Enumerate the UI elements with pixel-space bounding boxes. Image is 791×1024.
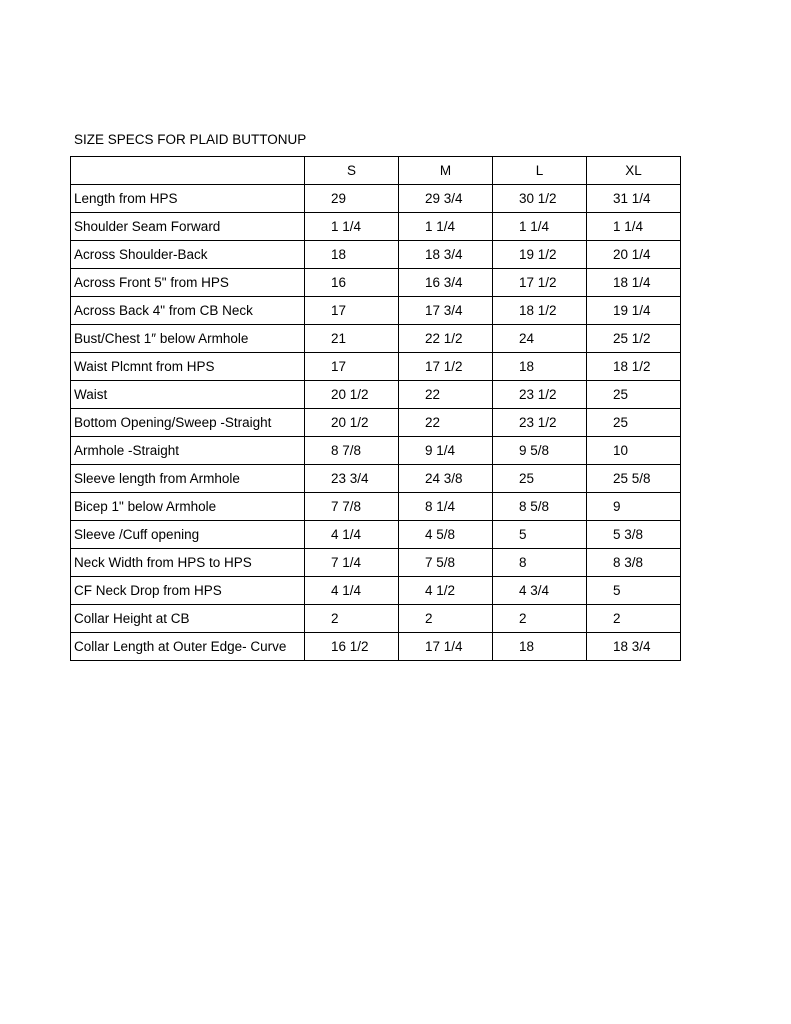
table-row <box>71 297 681 325</box>
value-cell-s: 8 7/8 <box>305 437 399 465</box>
measurement-label: CF Neck Drop from HPS <box>71 577 305 605</box>
value-cell-xl: 1 1/4 <box>587 213 681 241</box>
size-spec-table <box>70 156 681 661</box>
table-row <box>71 633 681 661</box>
value-cell-xl: 8 3/8 <box>587 549 681 577</box>
value-cell-l: 8 5/8 <box>493 493 587 521</box>
measurement-label: Across Back 4" from CB Neck <box>71 297 305 325</box>
value-cell-s: 18 <box>305 241 399 269</box>
value-cell-m: 17 1/4 <box>399 633 493 661</box>
value-cell-s: 20 1/2 <box>305 409 399 437</box>
table-row <box>71 213 681 241</box>
value-cell-s: 7 1/4 <box>305 549 399 577</box>
value-cell-xl: 31 1/4 <box>587 185 681 213</box>
table-row <box>71 549 681 577</box>
value-cell-m: 16 3/4 <box>399 269 493 297</box>
value-cell-xl: 18 3/4 <box>587 633 681 661</box>
value-cell-l: 5 <box>493 521 587 549</box>
measurement-label: Sleeve /Cuff opening <box>71 521 305 549</box>
measurement-label: Shoulder Seam Forward <box>71 213 305 241</box>
value-cell-s: 17 <box>305 297 399 325</box>
table-row <box>71 325 681 353</box>
value-cell-l: 1 1/4 <box>493 213 587 241</box>
value-cell-l: 23 1/2 <box>493 409 587 437</box>
table-row <box>71 521 681 549</box>
value-cell-s: 2 <box>305 605 399 633</box>
value-cell-m: 17 1/2 <box>399 353 493 381</box>
value-cell-l: 19 1/2 <box>493 241 587 269</box>
value-cell-xl: 5 3/8 <box>587 521 681 549</box>
value-cell-l: 23 1/2 <box>493 381 587 409</box>
value-cell-s: 21 <box>305 325 399 353</box>
column-header-l: L <box>493 157 587 185</box>
table-row <box>71 605 681 633</box>
column-header-s: S <box>305 157 399 185</box>
value-cell-m: 22 <box>399 409 493 437</box>
value-cell-l: 25 <box>493 465 587 493</box>
measurement-label: Sleeve length from Armhole <box>71 465 305 493</box>
header-label-cell <box>71 157 305 185</box>
value-cell-l: 4 3/4 <box>493 577 587 605</box>
value-cell-s: 29 <box>305 185 399 213</box>
value-cell-xl: 5 <box>587 577 681 605</box>
measurement-label: Length from HPS <box>71 185 305 213</box>
value-cell-xl: 19 1/4 <box>587 297 681 325</box>
value-cell-l: 24 <box>493 325 587 353</box>
value-cell-xl: 2 <box>587 605 681 633</box>
value-cell-s: 1 1/4 <box>305 213 399 241</box>
measurement-label: Across Shoulder-Back <box>71 241 305 269</box>
value-cell-m: 4 1/2 <box>399 577 493 605</box>
value-cell-xl: 10 <box>587 437 681 465</box>
table-row <box>71 437 681 465</box>
value-cell-s: 4 1/4 <box>305 577 399 605</box>
value-cell-xl: 25 <box>587 381 681 409</box>
value-cell-s: 16 <box>305 269 399 297</box>
column-header-xl: XL <box>587 157 681 185</box>
value-cell-m: 2 <box>399 605 493 633</box>
value-cell-xl: 18 1/2 <box>587 353 681 381</box>
value-cell-m: 8 1/4 <box>399 493 493 521</box>
value-cell-s: 4 1/4 <box>305 521 399 549</box>
measurement-label: Collar Length at Outer Edge- Curve <box>71 633 305 661</box>
value-cell-l: 30 1/2 <box>493 185 587 213</box>
table-row <box>71 353 681 381</box>
table-row <box>71 577 681 605</box>
value-cell-m: 1 1/4 <box>399 213 493 241</box>
value-cell-l: 2 <box>493 605 587 633</box>
value-cell-m: 24 3/8 <box>399 465 493 493</box>
value-cell-l: 17 1/2 <box>493 269 587 297</box>
measurement-label: Bust/Chest 1″ below Armhole <box>71 325 305 353</box>
value-cell-l: 18 1/2 <box>493 297 587 325</box>
value-cell-xl: 25 <box>587 409 681 437</box>
value-cell-m: 9 1/4 <box>399 437 493 465</box>
measurement-label: Bottom Opening/Sweep -Straight <box>71 409 305 437</box>
value-cell-l: 18 <box>493 633 587 661</box>
value-cell-s: 17 <box>305 353 399 381</box>
measurement-label: Collar Height at CB <box>71 605 305 633</box>
value-cell-l: 18 <box>493 353 587 381</box>
value-cell-s: 7 7/8 <box>305 493 399 521</box>
header-row <box>71 157 681 185</box>
value-cell-m: 29 3/4 <box>399 185 493 213</box>
document-title: SIZE SPECS FOR PLAID BUTTONUP <box>74 132 307 147</box>
table-row <box>71 465 681 493</box>
value-cell-xl: 18 1/4 <box>587 269 681 297</box>
value-cell-m: 4 5/8 <box>399 521 493 549</box>
value-cell-m: 22 1/2 <box>399 325 493 353</box>
value-cell-xl: 25 1/2 <box>587 325 681 353</box>
measurement-label: Neck Width from HPS to HPS <box>71 549 305 577</box>
value-cell-l: 9 5/8 <box>493 437 587 465</box>
measurement-label: Waist <box>71 381 305 409</box>
table-row <box>71 241 681 269</box>
value-cell-s: 23 3/4 <box>305 465 399 493</box>
value-cell-xl: 9 <box>587 493 681 521</box>
value-cell-s: 20 1/2 <box>305 381 399 409</box>
value-cell-m: 7 5/8 <box>399 549 493 577</box>
value-cell-xl: 25 5/8 <box>587 465 681 493</box>
measurement-label: Across Front 5" from HPS <box>71 269 305 297</box>
table-row <box>71 409 681 437</box>
measurement-label: Waist Plcmnt from HPS <box>71 353 305 381</box>
measurement-label: Armhole -Straight <box>71 437 305 465</box>
measurement-label: Bicep 1" below Armhole <box>71 493 305 521</box>
table-row <box>71 269 681 297</box>
value-cell-m: 18 3/4 <box>399 241 493 269</box>
value-cell-m: 17 3/4 <box>399 297 493 325</box>
value-cell-m: 22 <box>399 381 493 409</box>
table-row <box>71 381 681 409</box>
table-row <box>71 493 681 521</box>
value-cell-l: 8 <box>493 549 587 577</box>
value-cell-xl: 20 1/4 <box>587 241 681 269</box>
table-row <box>71 185 681 213</box>
column-header-m: M <box>399 157 493 185</box>
value-cell-s: 16 1/2 <box>305 633 399 661</box>
